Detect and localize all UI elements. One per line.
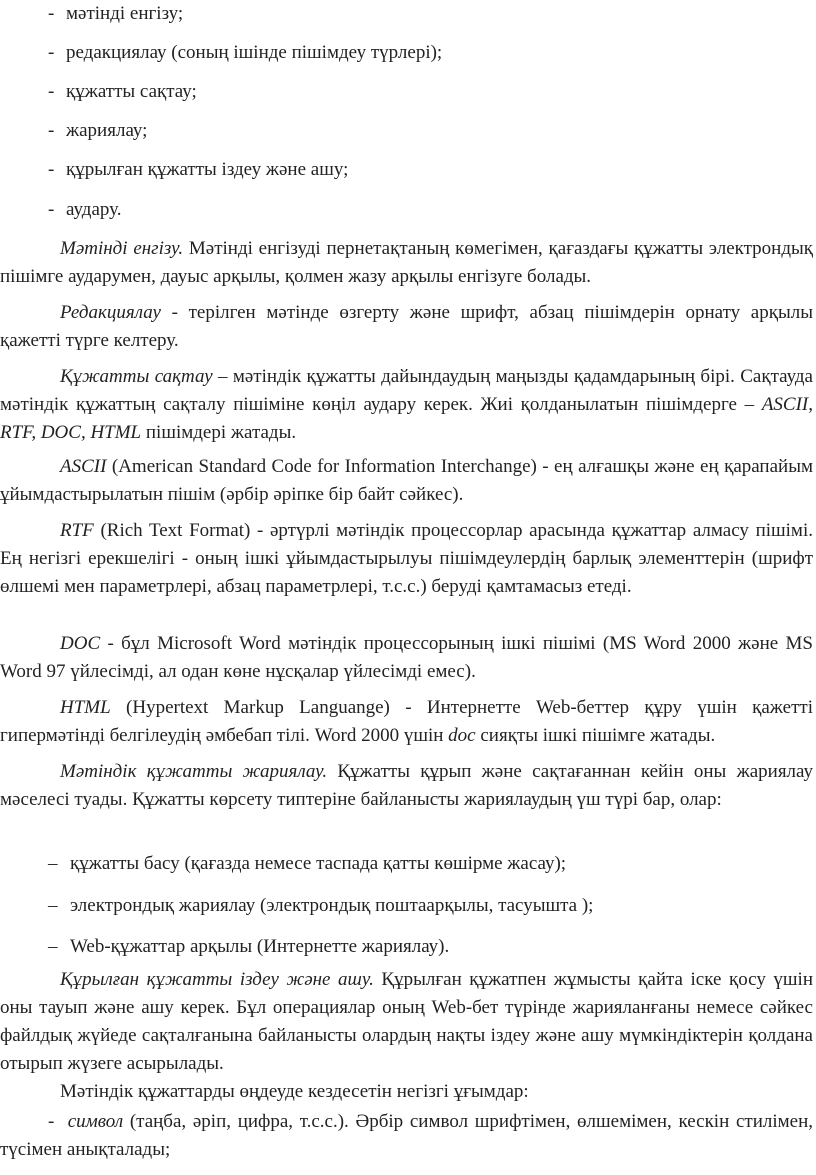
paragraph-body: - бұл Microsoft Word мәтіндік процессорының ішкі пішімі (MS Word 2000 және MS Word 97 үйлесімді, ал одан көне нұсқалар үйлесімді емес). (0, 633, 813, 682)
dash-mark: - (48, 199, 55, 220)
dash-mark: - (48, 42, 55, 63)
bullet-mark: – (48, 895, 58, 916)
paragraph-saving (0, 363, 813, 447)
paragraph-body: (таңба, әріп, цифра, т.с.с.). Әрбір символ шрифтімен, өлшемімен, кескін стилімен, түсімен анықталады; (0, 1111, 814, 1160)
list-item-text: аудару. (66, 199, 122, 220)
paragraph-search-open (0, 966, 813, 1078)
term: символ (67, 1111, 124, 1132)
bullet-text: электрондық жариялау (электрондық поштаарқылы, тасуышта ); (70, 895, 594, 916)
list-item (48, 196, 121, 224)
dash-mark: - (48, 159, 55, 180)
list-item (48, 0, 183, 28)
bullet-item (48, 850, 566, 878)
paragraph-rtf (0, 517, 813, 601)
term: Редакциялау (60, 302, 161, 323)
paragraph-body-end: пішімдері жатады. (141, 422, 297, 443)
format-list: – ASCII, RTF, DOC, HTML (0, 394, 813, 443)
bullet-mark: – (48, 853, 58, 874)
list-item (48, 156, 348, 184)
paragraph-body: Құжатты құрып және сақтағаннан кейін оны жариялау мәселесі туады. Құжатты көрсету типтеріне байланысты жариялаудың үш түрі бар, олар: (0, 761, 814, 810)
paragraph-body: (American Standard Code for Information Interchange) - ең алғашқы және ең қарапайым ұйымдастырылатын пішім (әрбір әріпке бір байт сәйкес). (0, 456, 813, 505)
paragraph-body: Құрылған құжатпен жұмысты қайта іске қосу үшін оны тауып және ашу керек. Бұл операциялар оның Web-бет түрінде жарияланғаны немесе сәйкес файлдық жүйеде сақталғанына байланысты олардың нақты іздеу және ашу мүмкіндіктерін қолдана отырып жүзеге асырылады. (0, 969, 813, 1074)
list-item (48, 39, 442, 67)
term: ASCII (60, 456, 107, 477)
dash-mark: - (48, 3, 55, 24)
list-item (48, 117, 147, 145)
list-item-text: құрылған құжатты іздеу және ашу; (66, 159, 349, 180)
bullet-mark: – (48, 936, 58, 957)
bullet-item (48, 933, 449, 961)
bullet-text: Web-құжаттар арқылы (Интернетте жариялау). (70, 936, 450, 957)
paragraph-text-input (0, 235, 813, 291)
paragraph-ascii (0, 453, 813, 509)
dash-mark: - (48, 120, 55, 141)
term: Құжатты сақтау (60, 366, 213, 387)
paragraph-body: - терілген мәтінде өзгерту және шрифт, абзац пішімдерін орнату арқылы қажетті түрге келтеру. (0, 302, 813, 351)
paragraph-editing (0, 299, 813, 355)
term: Құрылған құжатты іздеу және ашу. (60, 969, 374, 990)
paragraph-body: (Hypertext Markup Languange) - Интернетте Web-беттер құру үшін қажетті гипермәтінді белгілеудің әмбебап тілі. Word 2000 үшін (0, 697, 813, 746)
term: HTML (60, 697, 111, 718)
paragraph-body: Мәтінді енгізуді пернетақтаның көмегімен, қағаздағы құжатты электрондық пішімге аударумен, дауыс арқылы, қолмен жазу арқылы енгізуге болады. (0, 238, 813, 287)
paragraph-body-end: сияқты ішкі пішімге жатады. (475, 725, 716, 746)
paragraph-symbol (0, 1108, 813, 1164)
list-item-text: мәтінді енгізу; (66, 3, 184, 24)
list-item-text: жариялау; (66, 120, 148, 141)
term: DOC (60, 633, 101, 654)
term: RTF (60, 520, 94, 541)
paragraph-body: – мәтіндік құжатты дайындаудың маңызды қадамдарының бірі. Сақтауда мәтіндік құжаттың сақталу пішіміне көңіл аудару керек. Жиі қолданылатын пішімдерге (0, 366, 813, 415)
term: Мәтінді енгізу. (60, 238, 184, 259)
term: Мәтіндік құжатты жариялау. (60, 761, 328, 782)
bullet-item (48, 892, 593, 920)
paragraph-concepts (0, 1078, 813, 1106)
dash-mark: - (48, 1111, 55, 1132)
doc-term: doc (448, 725, 476, 746)
dash-mark: - (48, 81, 55, 102)
list-item (48, 78, 197, 106)
paragraph-html (0, 694, 813, 750)
paragraph-doc (0, 630, 813, 686)
list-item-text: редакциялау (соның ішінде пішімдеу түрлері); (66, 42, 443, 63)
list-item-text: құжатты сақтау; (66, 81, 197, 102)
paragraph-body: Мәтіндік құжаттарды өңдеуде кездесетін негізгі ұғымдар: (60, 1081, 529, 1102)
bullet-text: құжатты басу (қағазда немесе таспада қатты көшірме жасау); (70, 853, 567, 874)
paragraph-body: (Rich Text Format) - әртүрлі мәтіндік процессорлар арасында құжаттар алмасу пішімі. Ең негізгі ерекшелігі - оның ішкі ұйымдастырылуы пішімдеулердің барлық элементтерін (шрифт өлшемі мен параметрлері, абзац параметрлері, т.с.с.) беруді қамтамасыз етеді. (0, 520, 813, 597)
paragraph-publishing (0, 758, 813, 814)
